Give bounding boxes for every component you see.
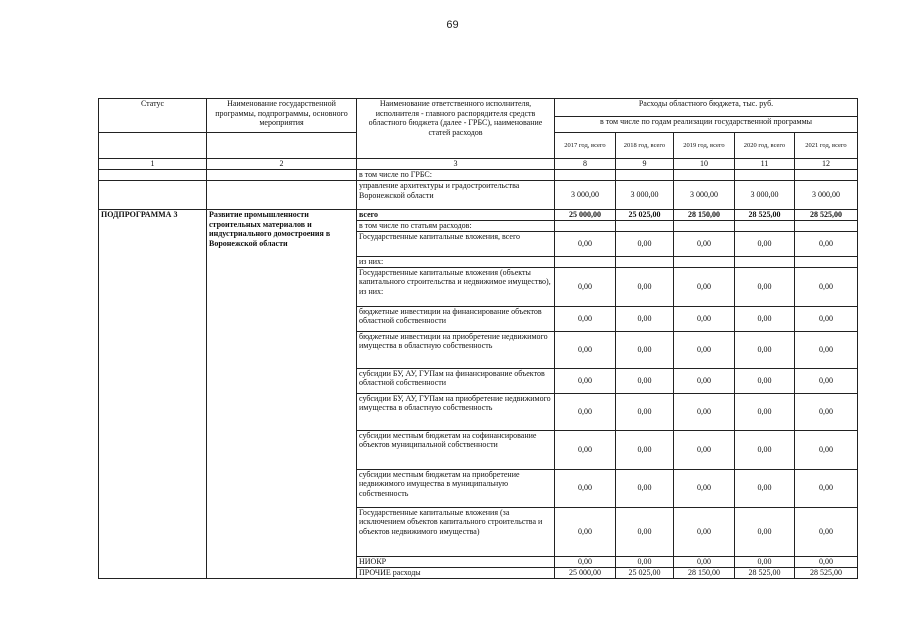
row-value: 0,00 bbox=[555, 507, 616, 556]
header-year-2020: 2020 год, всего bbox=[735, 133, 795, 159]
row-label: Государственные капитальные вложения (за исключением объектов капитального строительства и объектов недвижимого имущества) bbox=[357, 507, 555, 556]
row-value: 3 000,00 bbox=[616, 181, 674, 210]
row-label: в том числе по статьям расходов: bbox=[357, 221, 555, 232]
row-value: 0,00 bbox=[616, 368, 674, 393]
row-value: 0,00 bbox=[795, 507, 858, 556]
row-value: 0,00 bbox=[616, 556, 674, 567]
row-value: 0,00 bbox=[735, 430, 795, 469]
row-value: 28 525,00 bbox=[795, 567, 858, 578]
status-cell-empty bbox=[99, 170, 207, 181]
row-label: бюджетные инвестиции на финансирование объектов областной собственности bbox=[357, 306, 555, 331]
row-value bbox=[674, 221, 735, 232]
row-value bbox=[616, 170, 674, 181]
row-value bbox=[735, 257, 795, 268]
row-value: 0,00 bbox=[674, 469, 735, 507]
row-value bbox=[616, 257, 674, 268]
row-value bbox=[735, 170, 795, 181]
row-label: управление архитектуры и градостроительства Воронежской области bbox=[357, 181, 555, 210]
row-value: 0,00 bbox=[674, 232, 735, 257]
row-value: 0,00 bbox=[735, 331, 795, 368]
row-value: 28 150,00 bbox=[674, 210, 735, 221]
row-value bbox=[555, 170, 616, 181]
row-value: 0,00 bbox=[795, 368, 858, 393]
row-value: 0,00 bbox=[735, 267, 795, 306]
row-value: 3 000,00 bbox=[735, 181, 795, 210]
header-year-2018: 2018 год, всего bbox=[616, 133, 674, 159]
row-value: 0,00 bbox=[616, 507, 674, 556]
row-label: из них: bbox=[357, 257, 555, 268]
header-year-2019: 2019 год, всего bbox=[674, 133, 735, 159]
header-status: Статус bbox=[99, 99, 207, 133]
row-value: 0,00 bbox=[674, 368, 735, 393]
row-value: 25 025,00 bbox=[616, 210, 674, 221]
budget-table bbox=[98, 98, 858, 579]
row-value: 0,00 bbox=[555, 393, 616, 430]
header-executor: Наименование ответственного исполнителя, исполнителя - главного распорядителя средств областного бюджета (далее - ГРБС), наименование статей расходов bbox=[357, 99, 555, 159]
row-value: 0,00 bbox=[555, 368, 616, 393]
row-value bbox=[616, 221, 674, 232]
program-name-cell-empty bbox=[207, 181, 357, 210]
row-value: 25 000,00 bbox=[555, 567, 616, 578]
row-value: 0,00 bbox=[674, 556, 735, 567]
subprogram-name: Развитие промышленности строительных материалов и индустриального домостроения в Воронежской области bbox=[207, 210, 357, 579]
row-value bbox=[735, 221, 795, 232]
column-number: 3 bbox=[357, 159, 555, 170]
row-value: 0,00 bbox=[555, 469, 616, 507]
row-value: 0,00 bbox=[555, 306, 616, 331]
row-value: 0,00 bbox=[735, 232, 795, 257]
row-value: 0,00 bbox=[795, 331, 858, 368]
column-number: 11 bbox=[735, 159, 795, 170]
row-value bbox=[555, 257, 616, 268]
row-value: 25 025,00 bbox=[616, 567, 674, 578]
row-label: Государственные капитальные вложения, всего bbox=[357, 232, 555, 257]
status-cell-empty bbox=[99, 181, 207, 210]
row-value: 0,00 bbox=[674, 507, 735, 556]
row-value: 0,00 bbox=[674, 393, 735, 430]
row-value bbox=[555, 221, 616, 232]
row-value bbox=[795, 170, 858, 181]
row-value bbox=[674, 257, 735, 268]
header-program-name: Наименование государственной программы, подпрограммы, основного мероприятия bbox=[207, 99, 357, 133]
row-value: 0,00 bbox=[735, 507, 795, 556]
row-value: 0,00 bbox=[795, 306, 858, 331]
row-value bbox=[795, 257, 858, 268]
row-label: субсидии местным бюджетам на софинансирование объектов муниципальной собственности bbox=[357, 430, 555, 469]
row-value: 0,00 bbox=[735, 469, 795, 507]
row-value: 0,00 bbox=[555, 232, 616, 257]
header-year-2021: 2021 год, всего bbox=[795, 133, 858, 159]
row-value: 28 525,00 bbox=[735, 567, 795, 578]
column-number: 9 bbox=[616, 159, 674, 170]
header-by-years: в том числе по годам реализации государственной программы bbox=[555, 117, 858, 133]
row-value bbox=[674, 170, 735, 181]
row-value: 0,00 bbox=[555, 430, 616, 469]
row-value: 0,00 bbox=[735, 393, 795, 430]
row-value: 28 525,00 bbox=[795, 210, 858, 221]
row-value: 0,00 bbox=[616, 393, 674, 430]
row-value: 0,00 bbox=[616, 232, 674, 257]
row-label: в том числе по ГРБС: bbox=[357, 170, 555, 181]
row-value: 0,00 bbox=[555, 556, 616, 567]
column-number: 8 bbox=[555, 159, 616, 170]
row-value: 0,00 bbox=[674, 430, 735, 469]
row-value: 28 150,00 bbox=[674, 567, 735, 578]
column-number: 2 bbox=[207, 159, 357, 170]
row-value: 0,00 bbox=[795, 267, 858, 306]
row-value: 0,00 bbox=[674, 331, 735, 368]
column-number: 10 bbox=[674, 159, 735, 170]
row-value: 3 000,00 bbox=[555, 181, 616, 210]
row-value: 0,00 bbox=[795, 430, 858, 469]
header-expenses: Расходы областного бюджета, тыс. руб. bbox=[555, 99, 858, 117]
program-name-cell-empty bbox=[207, 170, 357, 181]
table-row bbox=[99, 181, 858, 210]
row-value: 0,00 bbox=[795, 556, 858, 567]
header-year-2017: 2017 год, всего bbox=[555, 133, 616, 159]
row-value: 0,00 bbox=[616, 430, 674, 469]
page-number: 69 bbox=[446, 19, 459, 31]
row-value: 0,00 bbox=[555, 267, 616, 306]
row-value: 0,00 bbox=[735, 368, 795, 393]
row-value: 0,00 bbox=[795, 469, 858, 507]
row-value: 0,00 bbox=[674, 267, 735, 306]
row-label: ПРОЧИЕ расходы bbox=[357, 567, 555, 578]
column-number-row bbox=[99, 159, 858, 170]
row-value bbox=[795, 221, 858, 232]
row-value: 0,00 bbox=[616, 267, 674, 306]
row-label: субсидии БУ, АУ, ГУПам на приобретение недвижимого имущества в областную собственность bbox=[357, 393, 555, 430]
row-value: 28 525,00 bbox=[735, 210, 795, 221]
row-value: 0,00 bbox=[555, 331, 616, 368]
row-value: 0,00 bbox=[616, 469, 674, 507]
table-row bbox=[99, 210, 858, 221]
row-value: 3 000,00 bbox=[674, 181, 735, 210]
row-value: 0,00 bbox=[735, 306, 795, 331]
row-label: Государственные капитальные вложения (объекты капитального строительства и недвижимое имущество), из них: bbox=[357, 267, 555, 306]
header-program-blank bbox=[207, 133, 357, 159]
row-label: субсидии местным бюджетам на приобретение недвижимого имущества в муниципальную собственность bbox=[357, 469, 555, 507]
table-row bbox=[99, 170, 858, 181]
row-label: бюджетные инвестиции на приобретение недвижимого имущества в областную собственность bbox=[357, 331, 555, 368]
row-label: НИОКР bbox=[357, 556, 555, 567]
row-value: 0,00 bbox=[795, 393, 858, 430]
row-value: 0,00 bbox=[735, 556, 795, 567]
column-number: 12 bbox=[795, 159, 858, 170]
row-label: всего bbox=[357, 210, 555, 221]
row-value: 0,00 bbox=[616, 306, 674, 331]
row-value: 0,00 bbox=[616, 331, 674, 368]
column-number: 1 bbox=[99, 159, 207, 170]
header-status-blank bbox=[99, 133, 207, 159]
row-value: 0,00 bbox=[795, 232, 858, 257]
row-value: 3 000,00 bbox=[795, 181, 858, 210]
row-value: 0,00 bbox=[674, 306, 735, 331]
subprogram-status: ПОДПРОГРАММА 3 bbox=[99, 210, 207, 579]
row-value: 25 000,00 bbox=[555, 210, 616, 221]
row-label: субсидии БУ, АУ, ГУПам на финансирование объектов областной собственности bbox=[357, 368, 555, 393]
